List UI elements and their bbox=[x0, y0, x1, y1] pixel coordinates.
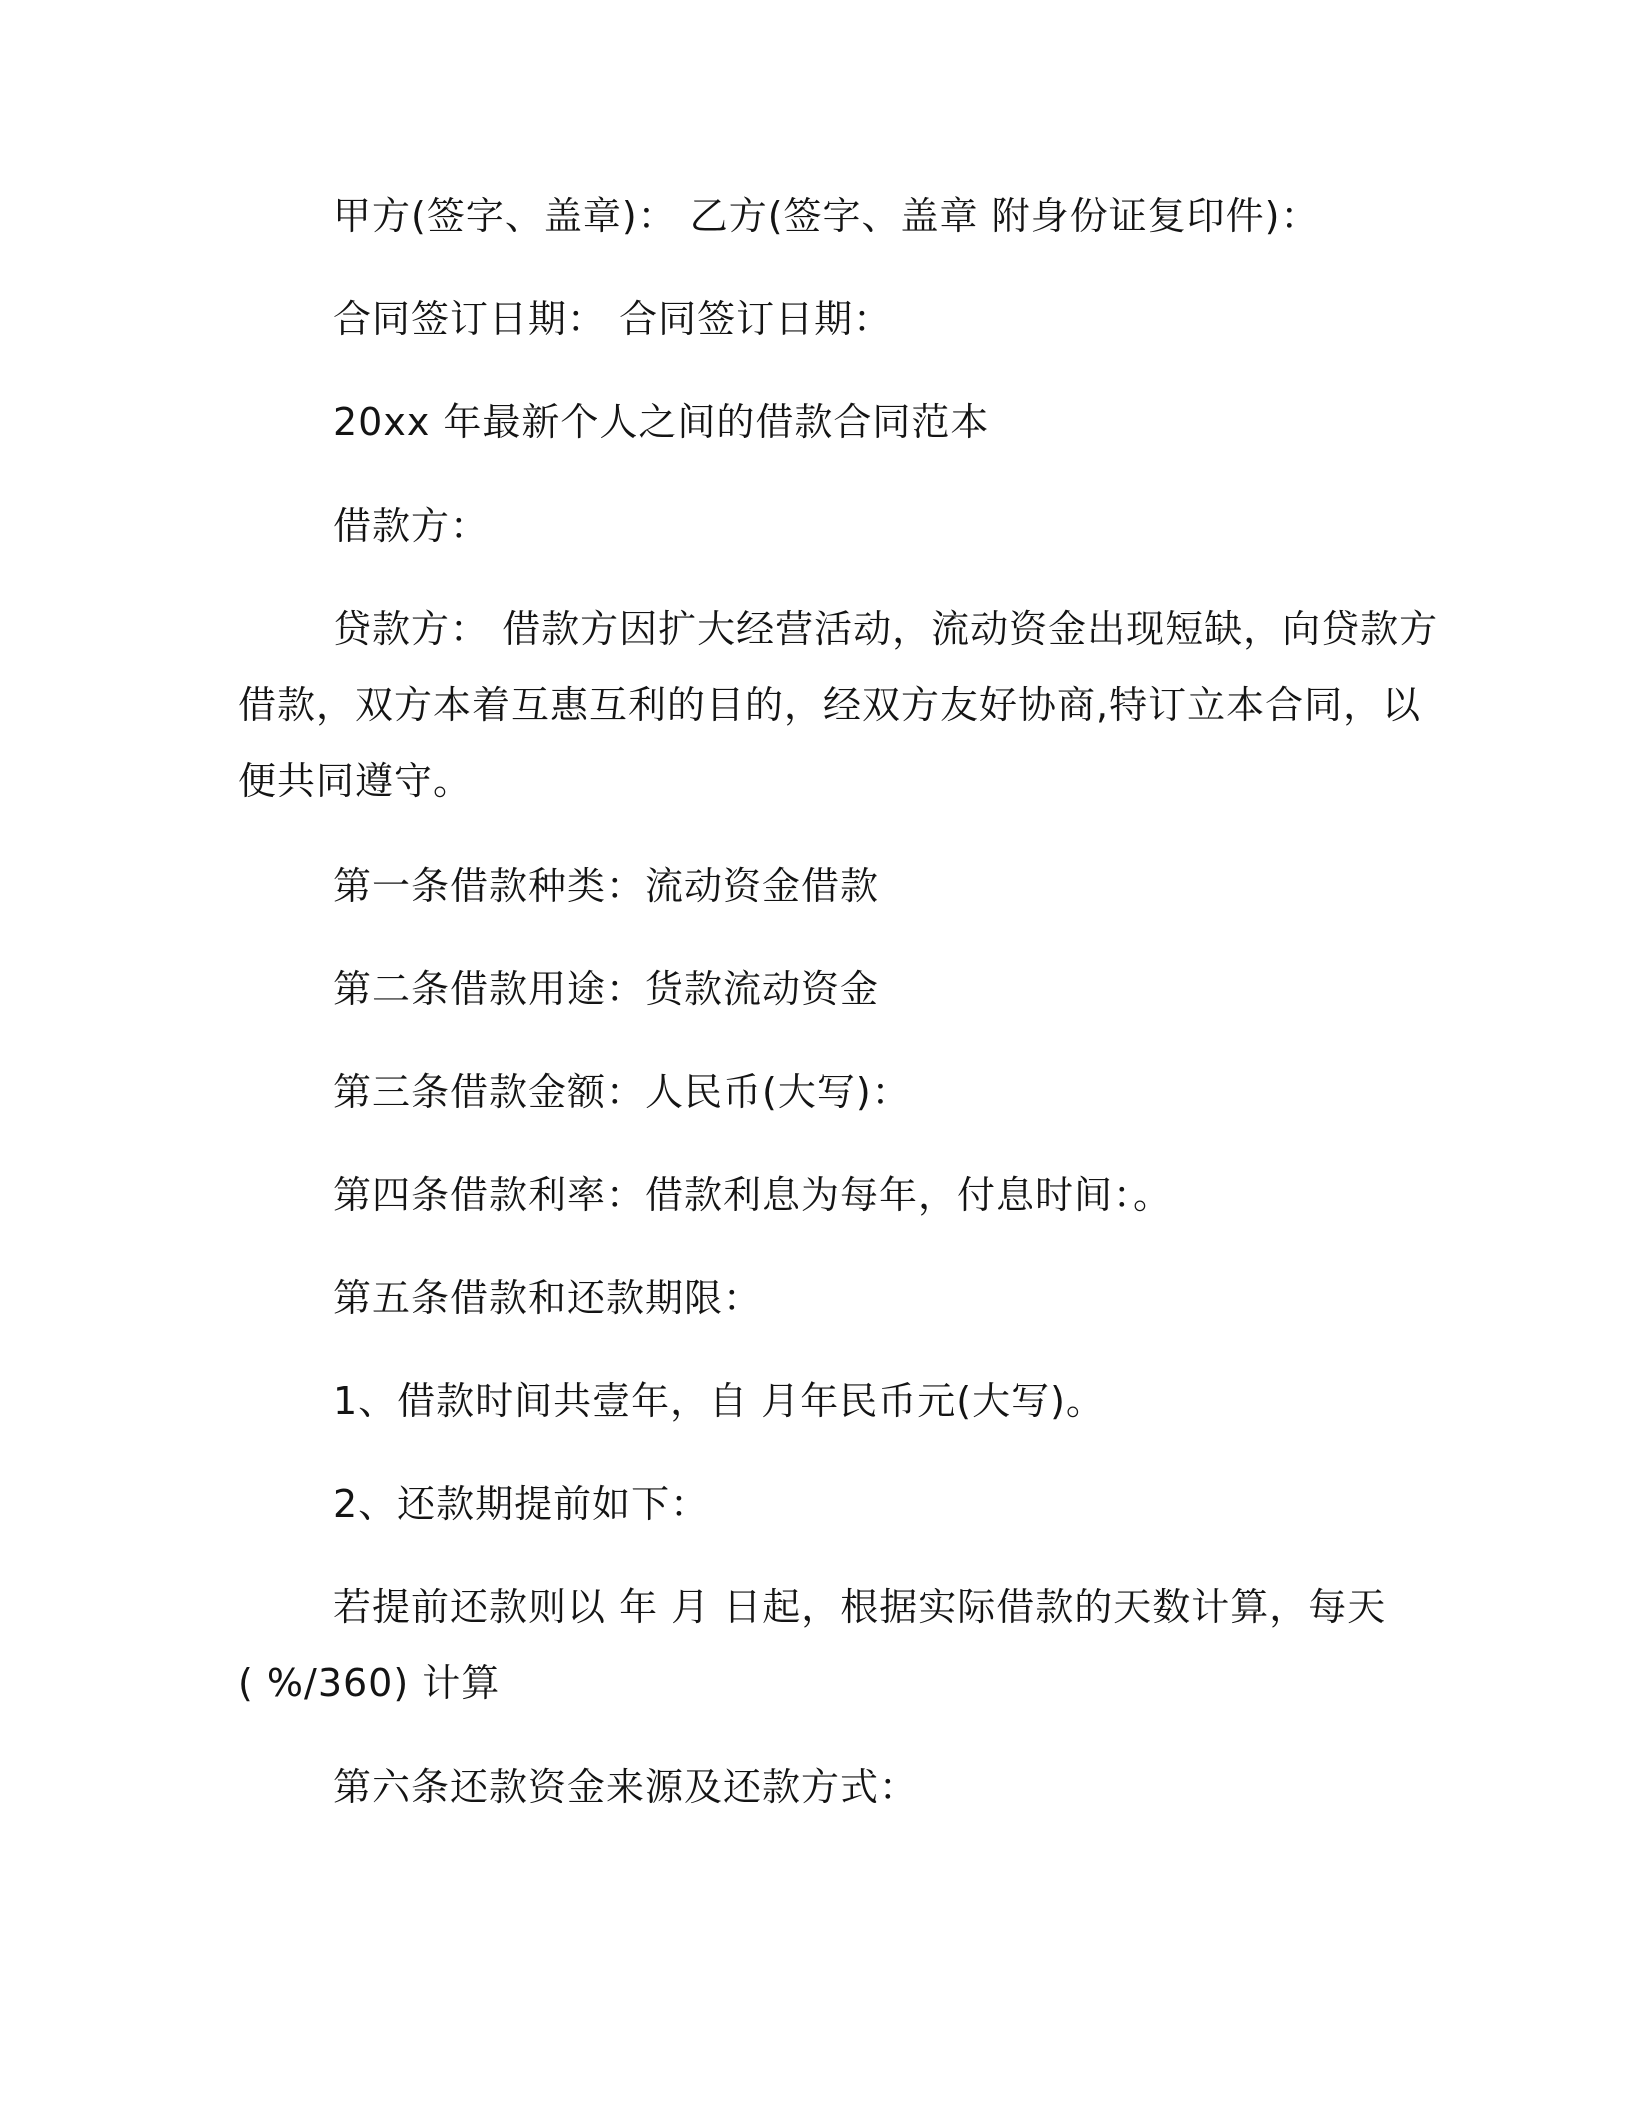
signature-line: 甲方(签字、盖章)： 乙方(签字、盖章 附身份证复印件)： bbox=[333, 194, 1320, 238]
article-6: 第六条还款资金来源及还款方式： bbox=[333, 1765, 919, 1809]
article-2: 第二条借款用途：货款流动资金 bbox=[333, 967, 880, 1011]
borrower-label: 借款方： bbox=[333, 504, 490, 548]
prepay-line-1: 若提前还款则以 年 月 日起，根据实际借款的天数计算，每天 bbox=[333, 1585, 1387, 1629]
date-line: 合同签订日期： 合同签订日期： bbox=[333, 297, 893, 341]
lender-paragraph-line-3: 便共同遵守。 bbox=[238, 759, 473, 803]
article-1: 第一条借款种类：流动资金借款 bbox=[333, 864, 880, 908]
list-item-1: 1、借款时间共壹年，自 月年民币元(大写)。 bbox=[333, 1379, 1105, 1423]
prepay-line-2: ( %/360) 计算 bbox=[238, 1661, 501, 1705]
lender-paragraph-line-1: 贷款方： 借款方因扩大经营活动，流动资金出现短缺，向贷款方 bbox=[333, 607, 1439, 651]
lender-paragraph-line-2: 借款，双方本着互惠互利的目的，经双方友好协商,特订立本合同，以 bbox=[238, 683, 1422, 727]
document-title: 20xx 年最新个人之间的借款合同范本 bbox=[333, 400, 990, 444]
article-4: 第四条借款利率：借款利息为每年，付息时间：。 bbox=[333, 1173, 1173, 1217]
article-3: 第三条借款金额：人民币(大写)： bbox=[333, 1070, 911, 1114]
list-item-2: 2、还款期提前如下： bbox=[333, 1482, 710, 1526]
article-5: 第五条借款和还款期限： bbox=[333, 1276, 763, 1320]
